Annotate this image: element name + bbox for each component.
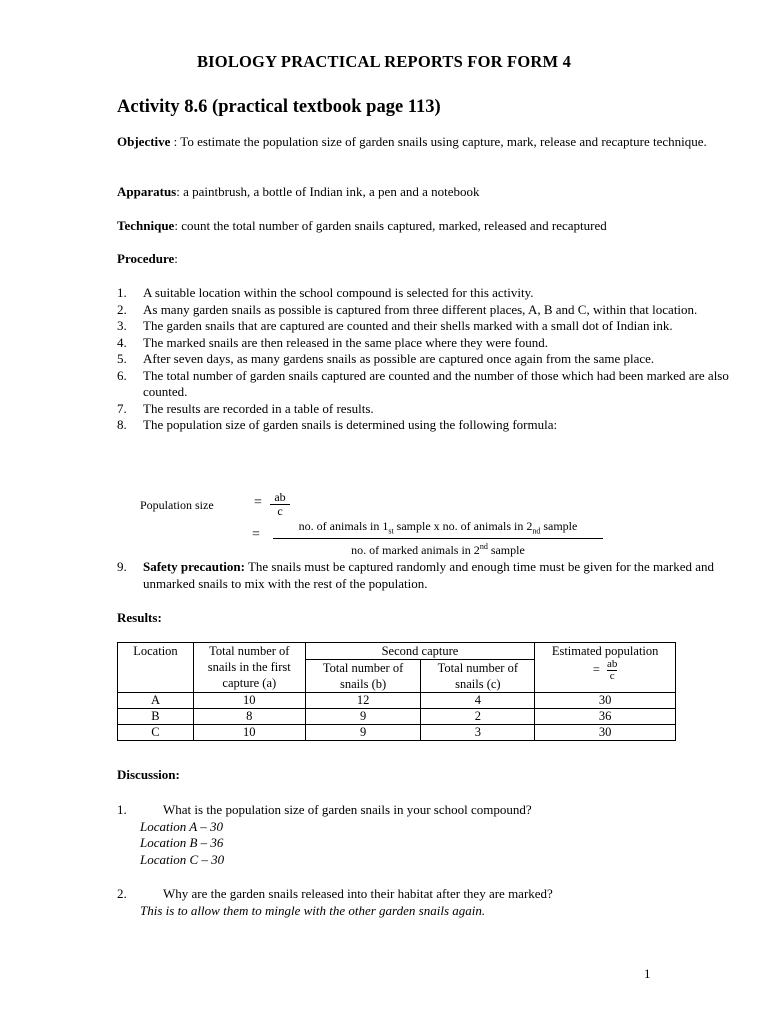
question-number: 2. [117,886,127,901]
cell-estimated: 30 [535,693,676,709]
formula-label: Population size [140,498,214,512]
cell-total-c: 4 [421,693,535,709]
procedure-item-text: As many garden snails as possible is captured from three different places, A, B and C, within that location. [143,301,698,317]
fraction-numerator: ab [607,658,618,670]
procedure-item-number: 8. [117,417,127,432]
header-location: Location [118,643,194,693]
formula-text: no. of animals in 1 [298,519,389,533]
procedure-item [117,368,729,401]
safety-text: The snails must be captured randomly and enough time must be given for the marked and unmarked snails to mix with the rest of the population. [143,559,715,591]
procedure-item-number: 5. [117,351,127,366]
procedure-item [117,351,729,368]
answer-text: This is to allow them to mingle with the other garden snails again. [140,902,486,918]
formula-text: sample [540,519,578,533]
procedure-item [117,335,729,352]
formula-fraction-short [270,491,290,518]
procedure-item-number: 6. [117,367,127,383]
procedure-item-text: The results are recorded in a table of results. [143,400,374,416]
objective-paragraph [117,134,727,151]
question-text: What is the population size of garden snails in your school compound? [163,802,532,817]
procedure-item [117,285,729,302]
cell-total-c: 3 [421,725,535,741]
cell-total-b: 9 [305,709,421,725]
cell-first-capture: 10 [193,725,305,741]
formula-long-denominator [351,543,525,557]
procedure-item-text: After seven days, as many gardens snails as possible are captured once again from the same place. [143,351,655,366]
formula-ordinal: nd [479,542,488,552]
formula-ordinal: nd [532,526,541,536]
procedure-heading [117,251,727,268]
results-heading: Results: [117,610,162,625]
fraction-denominator: c [609,670,615,682]
header-total-c: Total number of snails (c) [421,660,535,693]
header-estimated-fraction [607,659,617,682]
table-row [118,693,676,709]
procedure-item-number: 1. [117,285,127,300]
page-number: 1 [644,966,651,981]
formula-text: sample [487,543,525,558]
cell-location: A [118,693,194,709]
procedure-list [117,285,729,434]
formula-text: no. of marked animals in 2 [351,543,480,558]
procedure-item [117,417,729,434]
results-table [117,642,676,741]
technique-paragraph [117,218,727,235]
procedure-item-text [139,559,729,592]
cell-total-b: 12 [305,693,421,709]
procedure-item [117,302,729,319]
cell-estimated: 36 [535,709,676,725]
cell-first-capture: 10 [193,693,305,709]
procedure-item [117,318,729,335]
procedure-item-text: A suitable location within the school compound is selected for this activity. [143,285,534,300]
question-text: Why are the garden snails released into their habitat after they are marked? [163,886,553,901]
answer-text: Location A – 30 [140,818,223,834]
formula-denominator: c [277,504,283,518]
procedure-item-number: 4. [117,334,127,350]
procedure-item-text: The garden snails that are captured are counted and their shells marked with a small dot of Indian ink. [143,318,673,333]
technique-text: : count the total number of garden snails captured, marked, released and recaptured [174,218,607,233]
discussion-heading: Discussion: [117,767,180,782]
formula-equals: = [254,495,262,510]
discussion-question [117,886,717,919]
objective-text: : To estimate the population size of garden snails using capture, mark, release and recapture technique. [170,134,707,149]
formula-fraction-long [273,519,603,558]
safety-label: Safety precaution: [143,559,245,574]
procedure-item-safety [117,559,729,592]
procedure-item-number: 2. [117,301,127,317]
procedure-colon: : [174,251,178,266]
header-first-capture: Total number of snails in the first capture (a) [193,643,305,693]
table-row [118,725,676,741]
cell-total-b: 9 [305,725,421,741]
cell-first-capture: 8 [193,709,305,725]
procedure-item-number: 7. [117,400,127,416]
procedure-item-number: 9. [117,559,127,574]
document-title: BIOLOGY PRACTICAL REPORTS FOR FORM 4 [196,52,572,71]
cell-location: B [118,709,194,725]
cell-location: C [118,725,194,741]
formula-equals: = [252,527,260,542]
apparatus-label: Apparatus [117,184,177,199]
procedure-item [117,401,729,418]
technique-label: Technique [117,218,175,233]
question-number: 1. [117,802,127,817]
header-second-capture: Second capture [305,643,535,660]
procedure-label: Procedure [117,251,175,266]
procedure-item-text: The marked snails are then released in the same place where they were found. [143,334,548,350]
safety-item-container [117,559,729,592]
formula-numerator: ab [270,491,290,505]
procedure-item-number: 3. [117,318,127,333]
activity-heading: Activity 8.6 (practical textbook page 113) [117,97,441,117]
header-estimated-population [535,643,676,693]
procedure-item-text: The population size of garden snails is determined using the following formula: [143,417,558,432]
cell-total-c: 2 [421,709,535,725]
table-row [118,709,676,725]
answer-text: Location C – 30 [140,851,225,867]
formula-long-numerator [273,519,603,539]
answer-text: Location B – 36 [140,835,224,850]
header-estimated-label: Estimated population [551,644,659,658]
formula-ordinal: st [388,526,394,536]
formula-text: sample x no. of animals in 2 [393,519,533,533]
procedure-item-text: The total number of garden snails captured are counted and the number of those which had been marked are also counted. [143,367,729,399]
header-estimated-equals: = [592,662,600,677]
objective-label: Objective [117,134,171,149]
apparatus-text: : a paintbrush, a bottle of Indian ink, a pen and a notebook [176,184,480,199]
cell-estimated: 30 [535,725,676,741]
header-total-b: Total number of snails (b) [305,660,421,693]
discussion-question [117,802,717,868]
population-formula [140,490,660,558]
apparatus-paragraph [117,184,727,201]
